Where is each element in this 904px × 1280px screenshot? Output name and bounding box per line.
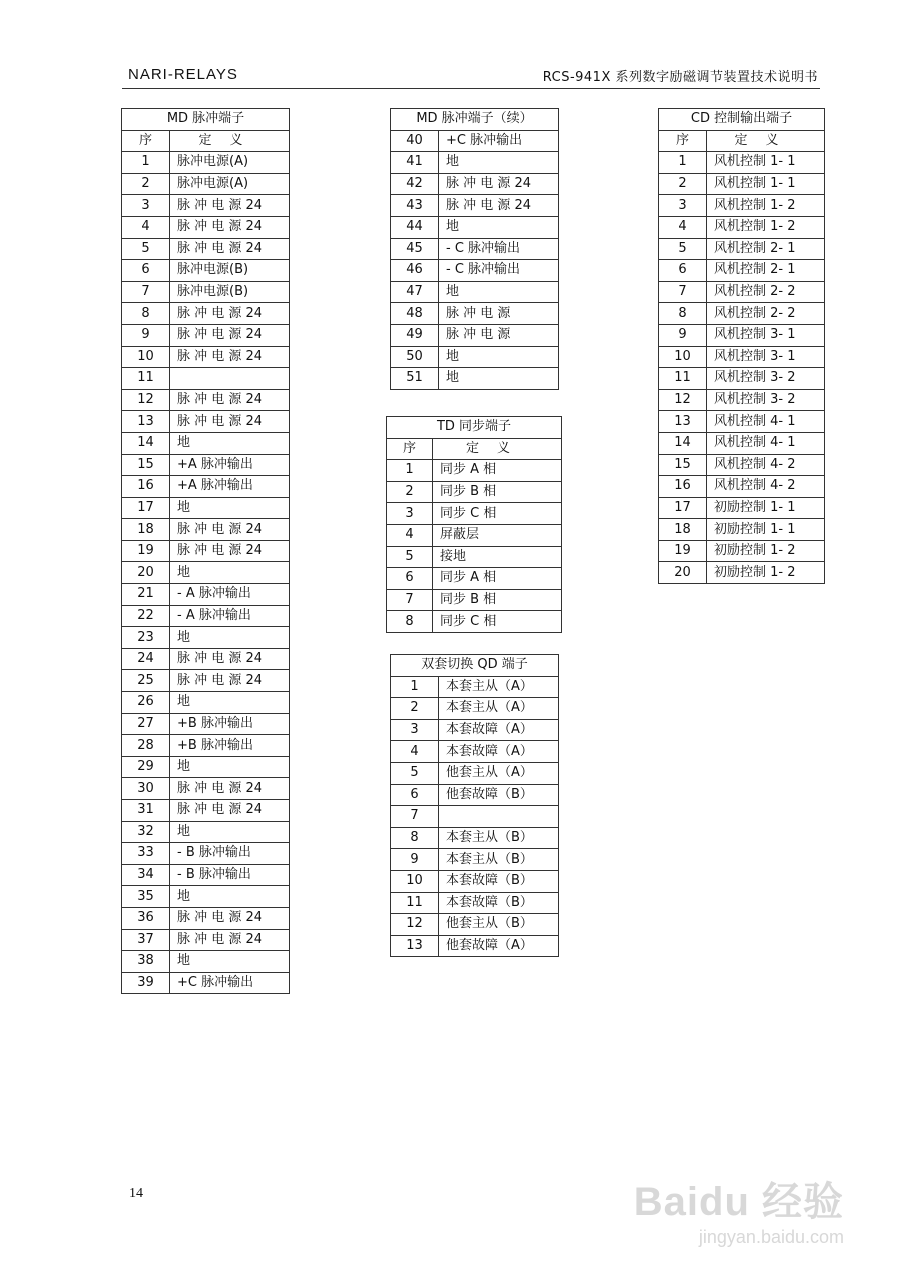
terminal-definition: 脉 冲 电 源 [439, 324, 559, 346]
table-row [122, 584, 290, 606]
terminal-number: 17 [659, 497, 707, 519]
table-row [122, 152, 290, 174]
terminal-definition: 脉 冲 电 源 24 [170, 670, 290, 692]
table-row [391, 195, 559, 217]
terminal-definition: 地 [170, 432, 290, 454]
terminal-definition: 脉 冲 电 源 24 [170, 411, 290, 433]
terminal-definition: 风机控制 2- 1 [707, 238, 825, 260]
table-row [122, 476, 290, 498]
table-row [387, 503, 562, 525]
terminal-number: 6 [391, 784, 439, 806]
terminal-number: 4 [122, 216, 170, 238]
terminal-number: 37 [122, 929, 170, 951]
terminal-definition: 风机控制 1- 1 [707, 173, 825, 195]
terminal-number: 13 [391, 935, 439, 957]
header-document-title: RCS-941X 系列数字励磁调节装置技术说明书 [542, 70, 818, 85]
terminal-definition: - A 脉冲输出 [170, 605, 290, 627]
table-row [391, 698, 559, 720]
table-row [122, 346, 290, 368]
terminal-definition: 地 [170, 562, 290, 584]
table-row [659, 476, 825, 498]
terminal-definition: 同步 A 相 [433, 460, 562, 482]
column-header-definition: 定义 [170, 130, 290, 152]
terminal-number: 4 [391, 741, 439, 763]
table-row [122, 562, 290, 584]
terminal-definition: 同步 C 相 [433, 503, 562, 525]
table-row [122, 238, 290, 260]
table-title: 双套切换 QD 端子 [391, 655, 559, 677]
terminal-definition: 风机控制 3- 1 [707, 324, 825, 346]
table-row [122, 368, 290, 390]
terminal-number: 41 [391, 152, 439, 174]
terminal-definition: 地 [170, 756, 290, 778]
terminal-definition: 风机控制 1- 1 [707, 152, 825, 174]
terminal-definition: +C 脉冲输出 [170, 972, 290, 994]
terminal-definition: 风机控制 2- 2 [707, 281, 825, 303]
table-row [391, 827, 559, 849]
terminal-definition: 风机控制 2- 1 [707, 260, 825, 282]
terminal-definition: 初励控制 1- 1 [707, 497, 825, 519]
table-row [391, 935, 559, 957]
table-row [122, 260, 290, 282]
table-row [122, 800, 290, 822]
column-header-no: 序 [387, 438, 433, 460]
terminal-definition: 脉 冲 电 源 24 [170, 519, 290, 541]
table-row [659, 432, 825, 454]
table-row [391, 784, 559, 806]
table-row [122, 627, 290, 649]
column-header-definition: 定义 [433, 438, 562, 460]
td-sync-terminal-table [386, 416, 562, 633]
table-row [659, 195, 825, 217]
table-row [387, 589, 562, 611]
terminal-number: 8 [659, 303, 707, 325]
table-row [391, 324, 559, 346]
terminal-definition: 风机控制 3- 2 [707, 389, 825, 411]
terminal-number: 23 [122, 627, 170, 649]
terminal-number: 15 [122, 454, 170, 476]
terminal-number: 46 [391, 260, 439, 282]
terminal-definition: 脉 冲 电 源 24 [439, 195, 559, 217]
terminal-number: 13 [659, 411, 707, 433]
table-row [122, 411, 290, 433]
table-row [391, 152, 559, 174]
terminal-number: 1 [387, 460, 433, 482]
terminal-definition: - C 脉冲输出 [439, 260, 559, 282]
table-row [122, 735, 290, 757]
terminal-definition: 风机控制 3- 2 [707, 368, 825, 390]
table-row [122, 713, 290, 735]
md-continued-terminal-table [390, 108, 559, 390]
table-row [659, 562, 825, 584]
terminal-definition: 地 [170, 627, 290, 649]
terminal-number: 40 [391, 130, 439, 152]
table-row [659, 260, 825, 282]
table-row [659, 303, 825, 325]
terminal-definition: 地 [439, 216, 559, 238]
terminal-definition [170, 368, 290, 390]
table-row [391, 741, 559, 763]
terminal-definition: 脉 冲 电 源 24 [170, 346, 290, 368]
table-row [387, 568, 562, 590]
column-header-definition: 定义 [707, 130, 825, 152]
terminal-number: 1 [659, 152, 707, 174]
table-row [122, 303, 290, 325]
terminal-definition: 脉 冲 电 源 24 [170, 238, 290, 260]
table-row [122, 692, 290, 714]
terminal-number: 5 [659, 238, 707, 260]
table-row [659, 216, 825, 238]
cd-control-output-terminal-table [658, 108, 825, 584]
column-header-no: 序 [659, 130, 707, 152]
terminal-number: 49 [391, 324, 439, 346]
table-title: CD 控制输出端子 [659, 109, 825, 131]
table-row [391, 676, 559, 698]
table-row [659, 346, 825, 368]
terminal-number: 16 [659, 476, 707, 498]
terminal-number: 10 [659, 346, 707, 368]
terminal-number: 7 [391, 806, 439, 828]
terminal-definition: +A 脉冲输出 [170, 454, 290, 476]
table-row [391, 173, 559, 195]
table-row [659, 411, 825, 433]
table-row [391, 260, 559, 282]
terminal-definition: +A 脉冲输出 [170, 476, 290, 498]
terminal-number: 1 [122, 152, 170, 174]
terminal-number: 32 [122, 821, 170, 843]
table-row [122, 886, 290, 908]
terminal-definition: 脉 冲 电 源 [439, 303, 559, 325]
terminal-definition: 脉冲电源(B) [170, 260, 290, 282]
terminal-number: 48 [391, 303, 439, 325]
terminal-number: 20 [122, 562, 170, 584]
terminal-number: 30 [122, 778, 170, 800]
table-row [122, 519, 290, 541]
terminal-number: 35 [122, 886, 170, 908]
terminal-definition: - C 脉冲输出 [439, 238, 559, 260]
terminal-number: 11 [391, 892, 439, 914]
terminal-number: 14 [659, 432, 707, 454]
terminal-number: 10 [122, 346, 170, 368]
terminal-number: 31 [122, 800, 170, 822]
terminal-definition: 脉 冲 电 源 24 [170, 929, 290, 951]
table-row [122, 195, 290, 217]
table-row [391, 870, 559, 892]
table-row [391, 216, 559, 238]
terminal-definition: 他套主从（A） [439, 762, 559, 784]
terminal-definition: 本套主从（B） [439, 849, 559, 871]
terminal-definition: 风机控制 3- 1 [707, 346, 825, 368]
table-row [122, 432, 290, 454]
terminal-number: 47 [391, 281, 439, 303]
terminal-definition: 脉 冲 电 源 24 [170, 303, 290, 325]
terminal-number: 5 [387, 546, 433, 568]
table-row [387, 546, 562, 568]
table-row [659, 238, 825, 260]
terminal-definition: 脉 冲 电 源 24 [170, 389, 290, 411]
terminal-definition: 脉 冲 电 源 24 [439, 173, 559, 195]
table-row [391, 806, 559, 828]
table-row [122, 972, 290, 994]
table-row [391, 303, 559, 325]
terminal-definition: +B 脉冲输出 [170, 713, 290, 735]
terminal-definition: 脉 冲 电 源 24 [170, 324, 290, 346]
terminal-definition: 本套主从（A） [439, 676, 559, 698]
terminal-definition: 本套主从（B） [439, 827, 559, 849]
terminal-number: 3 [659, 195, 707, 217]
terminal-number: 27 [122, 713, 170, 735]
table-row [387, 611, 562, 633]
table-row [122, 821, 290, 843]
terminal-definition [439, 806, 559, 828]
table-row [391, 719, 559, 741]
table-row [391, 346, 559, 368]
terminal-number: 3 [391, 719, 439, 741]
terminal-definition: - B 脉冲输出 [170, 843, 290, 865]
terminal-number: 13 [122, 411, 170, 433]
terminal-definition: 脉 冲 电 源 24 [170, 540, 290, 562]
table-row [659, 152, 825, 174]
terminal-definition: - A 脉冲输出 [170, 584, 290, 606]
table-row [387, 524, 562, 546]
terminal-definition: 本套故障（B） [439, 892, 559, 914]
terminal-definition: 初励控制 1- 2 [707, 540, 825, 562]
terminal-definition: 脉 冲 电 源 24 [170, 907, 290, 929]
terminal-number: 16 [122, 476, 170, 498]
terminal-number: 24 [122, 648, 170, 670]
terminal-definition: 同步 C 相 [433, 611, 562, 633]
terminal-number: 38 [122, 951, 170, 973]
terminal-number: 21 [122, 584, 170, 606]
page-number: 14 [129, 1186, 143, 1201]
table-row [122, 497, 290, 519]
terminal-definition: 接地 [433, 546, 562, 568]
terminal-number: 1 [391, 676, 439, 698]
terminal-definition: 他套主从（B） [439, 914, 559, 936]
terminal-definition: 屏蔽层 [433, 524, 562, 546]
terminal-number: 12 [122, 389, 170, 411]
terminal-number: 19 [122, 540, 170, 562]
terminal-number: 9 [391, 849, 439, 871]
table-row [122, 756, 290, 778]
header-rule [122, 88, 820, 89]
terminal-definition: +C 脉冲输出 [439, 130, 559, 152]
terminal-definition: 地 [170, 951, 290, 973]
table-row [391, 238, 559, 260]
table-row [659, 454, 825, 476]
terminal-number: 15 [659, 454, 707, 476]
table-row [122, 778, 290, 800]
table-row [391, 849, 559, 871]
table-row [659, 173, 825, 195]
terminal-number: 45 [391, 238, 439, 260]
terminal-definition: 脉冲电源(A) [170, 173, 290, 195]
terminal-definition: 风机控制 2- 2 [707, 303, 825, 325]
table-row [387, 460, 562, 482]
terminal-definition: 地 [170, 497, 290, 519]
terminal-definition: 风机控制 4- 1 [707, 432, 825, 454]
table-title: MD 脉冲端子 [122, 109, 290, 131]
terminal-number: 5 [122, 238, 170, 260]
terminal-definition: 本套主从（A） [439, 698, 559, 720]
terminal-definition: 脉冲电源(B) [170, 281, 290, 303]
terminal-number: 36 [122, 907, 170, 929]
terminal-definition: 本套故障（A） [439, 741, 559, 763]
terminal-number: 33 [122, 843, 170, 865]
terminal-definition: 风机控制 1- 2 [707, 195, 825, 217]
terminal-definition: 风机控制 4- 2 [707, 454, 825, 476]
terminal-number: 44 [391, 216, 439, 238]
terminal-definition: +B 脉冲输出 [170, 735, 290, 757]
table-row [122, 605, 290, 627]
watermark [634, 1170, 844, 1248]
terminal-definition: 本套故障（B） [439, 870, 559, 892]
terminal-number: 8 [391, 827, 439, 849]
terminal-definition: 本套故障（A） [439, 719, 559, 741]
terminal-number: 2 [122, 173, 170, 195]
terminal-number: 4 [387, 524, 433, 546]
qd-switch-terminal-table [390, 654, 559, 957]
terminal-definition: 地 [439, 346, 559, 368]
terminal-number: 12 [391, 914, 439, 936]
table-row [122, 540, 290, 562]
terminal-number: 3 [122, 195, 170, 217]
table-row [391, 762, 559, 784]
table-row [122, 951, 290, 973]
terminal-number: 6 [659, 260, 707, 282]
terminal-number: 8 [387, 611, 433, 633]
table-row [659, 368, 825, 390]
terminal-definition: 地 [170, 886, 290, 908]
table-row [122, 216, 290, 238]
terminal-number: 2 [391, 698, 439, 720]
terminal-definition: 他套故障（B） [439, 784, 559, 806]
terminal-number: 7 [387, 589, 433, 611]
terminal-number: 12 [659, 389, 707, 411]
table-row [122, 324, 290, 346]
terminal-number: 7 [122, 281, 170, 303]
terminal-definition: 同步 A 相 [433, 568, 562, 590]
table-row [391, 368, 559, 390]
terminal-definition: 风机控制 1- 2 [707, 216, 825, 238]
table-row [659, 540, 825, 562]
terminal-number: 7 [659, 281, 707, 303]
watermark-url: jingyan.baidu.com [698, 1227, 844, 1247]
terminal-number: 2 [387, 481, 433, 503]
table-row [659, 389, 825, 411]
terminal-number: 11 [122, 368, 170, 390]
terminal-definition: 初励控制 1- 1 [707, 519, 825, 541]
terminal-number: 2 [659, 173, 707, 195]
terminal-definition: - B 脉冲输出 [170, 864, 290, 886]
terminal-number: 14 [122, 432, 170, 454]
terminal-number: 43 [391, 195, 439, 217]
column-header-no: 序 [122, 130, 170, 152]
terminal-definition: 地 [439, 152, 559, 174]
terminal-definition: 地 [439, 368, 559, 390]
table-row [122, 843, 290, 865]
terminal-number: 4 [659, 216, 707, 238]
table-title: TD 同步端子 [387, 417, 562, 439]
terminal-definition: 脉冲电源(A) [170, 152, 290, 174]
terminal-number: 28 [122, 735, 170, 757]
table-row [122, 454, 290, 476]
terminal-number: 22 [122, 605, 170, 627]
terminal-definition: 初励控制 1- 2 [707, 562, 825, 584]
terminal-number: 17 [122, 497, 170, 519]
md-terminal-table [121, 108, 290, 994]
terminal-definition: 脉 冲 电 源 24 [170, 778, 290, 800]
terminal-number: 18 [122, 519, 170, 541]
terminal-number: 39 [122, 972, 170, 994]
terminal-number: 6 [387, 568, 433, 590]
terminal-definition: 地 [439, 281, 559, 303]
watermark-brand: Baidu 经验 [633, 1180, 844, 1224]
table-row [122, 173, 290, 195]
terminal-number: 9 [122, 324, 170, 346]
table-row [122, 864, 290, 886]
terminal-number: 10 [391, 870, 439, 892]
terminal-definition: 脉 冲 电 源 24 [170, 216, 290, 238]
terminal-definition: 同步 B 相 [433, 481, 562, 503]
terminal-number: 9 [659, 324, 707, 346]
table-row [659, 281, 825, 303]
table-row [122, 281, 290, 303]
terminal-number: 11 [659, 368, 707, 390]
terminal-definition: 风机控制 4- 2 [707, 476, 825, 498]
table-row [122, 648, 290, 670]
table-row [122, 389, 290, 411]
terminal-definition: 脉 冲 电 源 24 [170, 800, 290, 822]
table-row [122, 670, 290, 692]
table-row [387, 481, 562, 503]
table-row [122, 907, 290, 929]
terminal-definition: 脉 冲 电 源 24 [170, 648, 290, 670]
table-title: MD 脉冲端子（续） [391, 109, 559, 131]
table-row [659, 519, 825, 541]
terminal-definition: 他套故障（A） [439, 935, 559, 957]
terminal-number: 6 [122, 260, 170, 282]
terminal-number: 19 [659, 540, 707, 562]
table-row [659, 497, 825, 519]
terminal-number: 25 [122, 670, 170, 692]
terminal-number: 20 [659, 562, 707, 584]
terminal-definition: 同步 B 相 [433, 589, 562, 611]
table-row [659, 324, 825, 346]
table-row [391, 914, 559, 936]
terminal-number: 51 [391, 368, 439, 390]
table-row [122, 929, 290, 951]
terminal-number: 42 [391, 173, 439, 195]
table-row [391, 281, 559, 303]
terminal-number: 34 [122, 864, 170, 886]
terminal-number: 29 [122, 756, 170, 778]
table-row [391, 130, 559, 152]
terminal-number: 50 [391, 346, 439, 368]
terminal-number: 26 [122, 692, 170, 714]
header-brand: NARI-RELAYS [128, 66, 238, 83]
terminal-number: 18 [659, 519, 707, 541]
terminal-definition: 地 [170, 692, 290, 714]
table-row [391, 892, 559, 914]
terminal-number: 8 [122, 303, 170, 325]
terminal-definition: 地 [170, 821, 290, 843]
terminal-number: 5 [391, 762, 439, 784]
terminal-number: 3 [387, 503, 433, 525]
terminal-definition: 脉 冲 电 源 24 [170, 195, 290, 217]
terminal-definition: 风机控制 4- 1 [707, 411, 825, 433]
